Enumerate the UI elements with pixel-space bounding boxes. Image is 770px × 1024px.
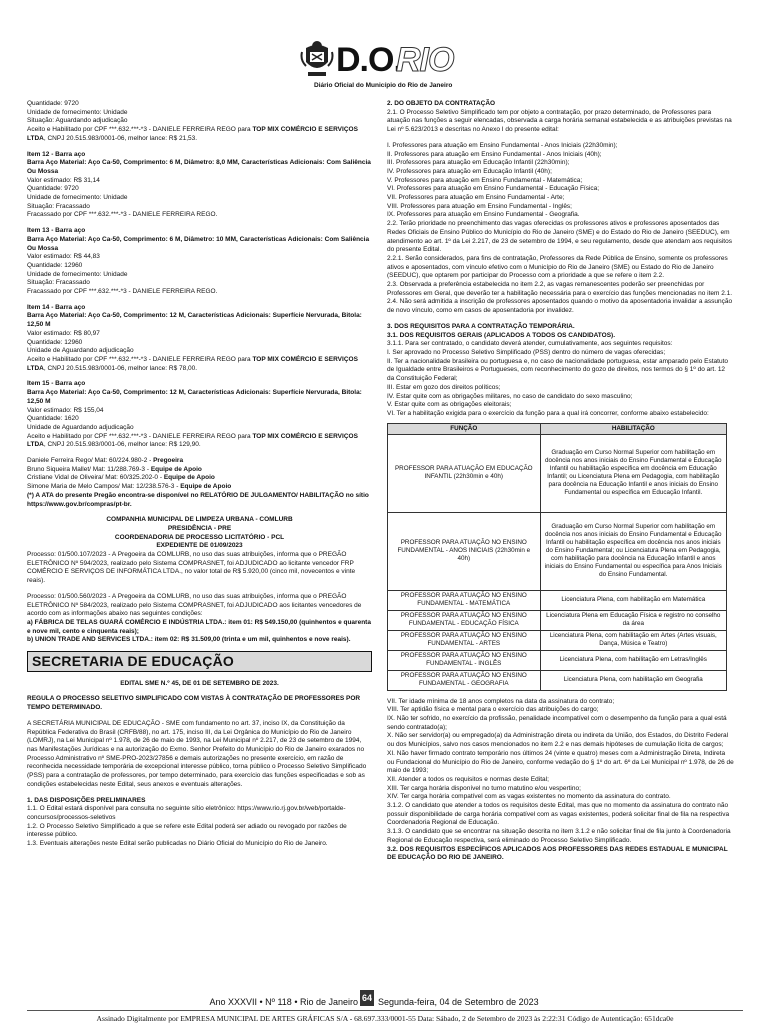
req-line: 3.1.1. Para ser contratado, o candidato deverá atender, cumulativamente, aos seguintes requisitos: xyxy=(387,340,673,348)
cell-habilitacao: Licenciatura Plena em Educação Física e registro no conselho da área xyxy=(540,610,726,630)
ata-note: (*) A ATA do presente Pregão encontra-se disponível no RELATÓRIO DE JULGAMENTO/ HABILITAÇÃO no sítio https://www.gov.br/compras/pt-br. xyxy=(27,491,369,508)
text-line: Valor estimado: R$ 31,14 xyxy=(27,176,100,184)
cell-funcao: PROFESSOR PARA ATUAÇÃO NO ENSINO FUNDAMENTAL - GEOGRAFIA xyxy=(388,670,541,690)
cell-funcao: PROFESSOR PARA ATUAÇÃO NO ENSINO FUNDAMENTAL - EDUCAÇÃO FÍSICA xyxy=(388,610,541,630)
table-row xyxy=(388,610,727,630)
cell-funcao: PROFESSOR PARA ATUAÇÃO NO ENSINO FUNDAMENTAL - ARTES xyxy=(388,630,541,650)
edital-summary: REGULA O PROCESSO SELETIVO SIMPLIFICADO COM VISTAS À CONTRATAÇÃO DE PROFESSORES POR TEMPO DETERMINADO. xyxy=(27,695,361,712)
process-item: b) UNION TRADE AND SERVICES LTDA.: item 02: R$ 31.509,00 (trinta e um mil, quinhentos e nove reais). xyxy=(27,636,351,644)
coat-of-arms-icon xyxy=(300,38,334,78)
text-line: Unidade de Aguardando adjudicação xyxy=(27,347,134,355)
table-row xyxy=(388,434,727,512)
edital-body: A SECRETÁRIA MUNICIPAL DE EDUCAÇÃO - SME com fundamento no art. 37, inciso IX, da Constituição da República Federativa do Brasil (CRFB/88), no art. 175, inciso III, da Lei Orgânica do Município do Rio de Janeiro (LOMRJ), na Lei Municipal nº 1.978, de 26 de maio de 1993, na Lei Municipal nº 2.217, de 23 de setembro de 1994, nas Manifestações Jurídicas e na autorização do Exmo. Senhor Prefeito do Município do Rio de Janeiro exarados no Processo Administrativo nº SME-PRO-2023/27856 e demais autorizações no presente exercício, em razão de reconhecida necessidade temporária de excepcional interesse público, torna público o Processo Seletivo Simplificado (PSS) para a contratação de professores, por tempo determinado, para exercício das funções especificadas e sob as condições estabelecidas neste Edital, seus anexos e eventuais alterações. xyxy=(27,719,367,788)
req-line: VI. Ter a habilitação exigida para o exercício da função para a qual irá concorrer, conforme abaixo estabelecido: xyxy=(387,409,709,417)
process-paragraph: Processo: 01/500.107/2023 - A Pregoeira da COMLURB, no uso das suas atribuições, informa que o PREGÃO ELETRÔNICO Nº 594/2023, realizado pelo Sistema COMPRASNET, foi ADJUDICADO ao licitante vencedor FRP COMÉRCIO E SERVIÇOS DE INFORMÁTICA LTDA., no valor total de R$ 5.920,00 (cinco mil, novecentos e vinte reais). xyxy=(27,551,356,585)
masthead xyxy=(300,38,470,90)
req-line: X. Não ser servidor(a) ou empregado(a) da Administração direta ou indireta da União, dos Estados, do Distrito Federal ou dos Municípios, salvo nos casos mencionados no item 2.2 e nas demais hipóteses de cumulação lícita de cargos; xyxy=(387,732,729,749)
req-subtitle: 3.1. DOS REQUISITOS GERAIS (APLICADOS A TODOS OS CANDIDATOS). xyxy=(387,331,616,339)
disp-title: 1. DAS DISPOSIÇÕES PRELIMINARES xyxy=(27,796,146,804)
req-line: IV. Estar quite com as obrigações militares, no caso de candidato do sexo masculino; xyxy=(387,392,633,400)
page-number: 64 xyxy=(360,990,374,1006)
item-heading: Item 13 - Barra aço xyxy=(27,227,86,235)
logo-do: D.O. xyxy=(336,41,402,79)
req-line: VII. Ter idade mínima de 18 anos completos na data da assinatura do contrato; xyxy=(387,697,615,705)
req-title: 3. DOS REQUISITOS PARA A CONTRATAÇÃO TEMPORÁRIA. xyxy=(387,322,575,330)
right-column xyxy=(387,100,734,863)
text-line: Valor estimado: R$ 155,04 xyxy=(27,406,104,414)
req-line: IX. Não ter sofrido, no exercício da profissão, penalidade incompatível com o desempenho da função para a qual está sendo contratado(a); xyxy=(387,715,727,731)
text-line: 1.1. O Edital estará disponível para consulta no seguinte sítio eletrônico: https://www.rio.rj.gov.br/web/portalde-concursos/processos-seletivos xyxy=(27,805,346,821)
text-line: Fracassado por CPF ***.632.***-*3 - DANIELE FERREIRA REGO. xyxy=(27,211,218,219)
item-description: Barra Aço Material: Aço Ca-50, Comprimento: 12 M, Características Adicionais: Superfície Nervurada, Bitola: 12,50 M xyxy=(27,312,362,329)
footer-divider xyxy=(27,1010,743,1011)
role-item: VI. Professores para atuação em Ensino Fundamental - Educação Física; xyxy=(387,185,600,193)
obj-paragraph: 2.2.1. Serão considerados, para fins de contratação, Professores da Rede Pública de Ensino, somente os professores ativos e aposentados, com vínculo efetivo com o Município do Rio de Janeiro (SME) ou Estado do Rio de Janeiro (SEEDUC), que optarem por participar do Processo com a prioridade a que se refere o item 2.2. xyxy=(387,254,728,280)
role-item: IV. Professores para atuação em Educação Infantil (40h); xyxy=(387,167,552,175)
section-title: SECRETARIA DE EDUCAÇÃO xyxy=(27,651,372,672)
role-item: II. Professores para atuação em Ensino Fundamental - Anos Iniciais (40h); xyxy=(387,150,602,158)
item-description: Barra Aço Material: Aço Ca-50, Comprimento: 6 M, Diâmetro: 8,0 MM, Características Adicionais: Com Saliência Ou Mossa xyxy=(27,159,371,175)
obj-paragraph: 2.2. Terão prioridade no preenchimento das vagas oferecidas os professores ativos e professores aposentados das Redes Oficiais de Ensino Público do Município do Rio de Janeiro (SME) e do Estado do Rio de Janeiro (SEEDUC), em atendimento ao art. 1º da Lei 2.217, de 23 de setembro de 1994, e seu regulamento, desde que atendam aos requisitos do presente Edital. xyxy=(387,220,732,254)
req-line: XI. Não haver firmado contrato temporário nos últimos 24 (vinte e quatro) meses com a Administração Direta, Indireta ou Fundacional do Município do Rio de Janeiro, conforme vedação do § 1º do art. 6º da Lei Municipal nº 1.978, de 26 de maio de 1993; xyxy=(387,749,734,775)
column-header-funcao: FUNÇÃO xyxy=(388,423,541,434)
text-line: Quantidade: 12960 xyxy=(27,261,83,269)
obj-paragraph: 2.4. Não será admitida a inscrição de professores aposentados quando o motivo da aposentadoria invalidar a assunção de novo vínculo, como em casos de aposentadoria por invalidez. xyxy=(387,298,733,315)
cell-funcao: PROFESSOR PARA ATUAÇÃO EM EDUCAÇÃO INFANTIL (22h30min e 40h) xyxy=(388,434,541,512)
cell-funcao: PROFESSOR PARA ATUAÇÃO NO ENSINO FUNDAMENTAL - ANOS INICIAIS (22h30min e 40h) xyxy=(388,512,541,590)
cell-habilitacao: Graduação em Curso Normal Superior com habilitação em docência nos anos iniciais do Ensino Fundamental e Educação Infantil ou habilitação específica em docência em Educação Infantil; ou Licenciatura Plena em Pedagogia, com habilitação para docência na Educação Infantil e anos iniciais do Ensino Fundamental ou específica em Educação Infantil. xyxy=(540,434,726,512)
team-member: Daniele Ferreira Rego/ Mat: 60/224.980-2 - Pregoeira xyxy=(27,457,184,465)
text-line: Situação: Fracassado xyxy=(27,279,90,287)
text-line: Quantidade: 12960 xyxy=(27,338,83,346)
obj-paragraph: 2.3. Observada a preferência estabelecida no item 2.2, as vagas remanescentes poderão ser preenchidas por Professores em Geral, que deverão ter a habilitação necessária para o exercício das funções mencionadas no item 2.1. xyxy=(387,281,733,297)
edital-title: EDITAL SME N.º 45, DE 01 DE SETEMBRO DE 2023. xyxy=(120,679,279,687)
masthead-subtitle: Diário Oficial do Município do Rio de Janeiro xyxy=(314,82,453,89)
acceptance-line: Aceito e Habilitado por CPF ***.632.***-*3 - DANIELE FERREIRA REGO para TOP MIX COMÉRCIO E SERVIÇOS LTDA, CNPJ 20.515.983/0001-06, melhor lance: R$ 78,00. xyxy=(27,355,358,372)
comlurb-heading: COORDENADORIA DE PROCESSO LICITATÓRIO - PCL xyxy=(114,533,285,541)
text-line: 1.2. O Processo Seletivo Simplificado a que se refere este Edital poderá ser adiado ou revogado por razões de interesse público. xyxy=(27,822,347,839)
obj-title: 2. DO OBJETO DA CONTRATAÇÃO xyxy=(387,100,496,107)
logo-rio: RIO xyxy=(396,41,454,79)
cell-habilitacao: Licenciatura Plena, com habilitação em Letras/Inglês xyxy=(540,650,726,670)
item-heading: Item 15 - Barra aço xyxy=(27,380,86,388)
left-column xyxy=(27,100,372,849)
item-heading: Item 14 - Barra aço xyxy=(27,303,86,311)
team-member: Simone Maria de Melo Campos/ Mat: 12/238.576-3 - Equipe de Apoio xyxy=(27,483,232,491)
cell-habilitacao: Licenciatura Plena, com habilitação em Matemática xyxy=(540,590,726,610)
comlurb-heading: COMPANHIA MUNICIPAL DE LIMPEZA URBANA - COMLURB xyxy=(106,516,293,524)
comlurb-heading: EXPEDIENTE DE 01/09/2023 xyxy=(156,542,243,550)
text-line: Situação: Fracassado xyxy=(27,202,90,210)
digital-signature-line: Assinado Digitalmente por EMPRESA MUNICIPAL DE ARTES GRÁFICAS S/A - 68.697.333/0001-55 Data: Sábado, 2 de Setembro de 2023 às 2:22:31 Código de Autenticação: 651dca0e xyxy=(96,1014,674,1023)
table-row xyxy=(388,630,727,650)
footer-issue: Ano XXXVII • Nº 118 • Rio de Janeiro xyxy=(209,997,358,1007)
cell-habilitacao: Licenciatura Plena, com habilitação em Geografia xyxy=(540,670,726,690)
comlurb-heading: PRESIDÊNCIA - PRE xyxy=(167,524,232,532)
final-heading: 3.2. DOS REQUISITOS ESPECÍFICOS APLICADOS AOS PROFESSORES DAS REDES ESTADUAL E MUNICIPAL DE EDUCAÇÃO DO RIO DE JANEIRO. xyxy=(387,845,728,862)
cell-habilitacao: Graduação em Curso Normal Superior com habilitação em docência nos anos iniciais do Ensino Fundamental e Educação Infantil ou habilitação específica em docência nos anos iniciais do Ensino Fundamental; ou Licenciatura Plena em Pedagogia, com habilitação para docência na Educação Infantil e anos iniciais do Ensino Fundamental ou específica para Anos Iniciais do Ensino Fundamental. xyxy=(540,512,726,590)
role-item: III. Professores para atuação em Educação Infantil (22h30min); xyxy=(387,159,570,167)
text-line: Fracassado por CPF ***.632.***-*3 - DANIELE FERREIRA REGO. xyxy=(27,288,218,296)
text-line: Situação: Aguardando adjudicação xyxy=(27,117,128,125)
table-row xyxy=(388,512,727,590)
item-description: Barra Aço Material: Aço Ca-50, Comprimento: 12 M, Características Adicionais: Superfície Nervurada, Bitola: 12,50 M xyxy=(27,389,362,405)
habilitation-table xyxy=(387,423,727,691)
req-line: V. Estar quite com as obrigações eleitorais; xyxy=(387,401,512,409)
text-line: Unidade de fornecimento: Unidade xyxy=(27,108,128,116)
table-header-row xyxy=(388,423,727,434)
text-line: Unidade de Aguardando adjudicação xyxy=(27,423,134,431)
obj-intro: 2.1. O Processo Seletivo Simplificado tem por objeto a contratação, por prazo determinado, de Professores para atuação nas funções a seguir elencadas, observada a carga horária semanal estabelecida e as atribuições previstas na Lei nº 5.623/2013 e descritas no Anexo I do presente edital: xyxy=(387,108,732,134)
role-item: I. Professores para atuação em Ensino Fundamental - Anos Iniciais (22h30min); xyxy=(387,141,618,149)
cell-funcao: PROFESSOR PARA ATUAÇÃO NO ENSINO FUNDAMENTAL - MATEMÁTICA xyxy=(388,590,541,610)
req-line: II. Ter a nacionalidade brasileira ou portuguesa e, no caso de nacionalidade portuguesa, estar amparado pelo Estatuto de Igualdade entre Brasileiros e Portugueses, com reconhecimento do gozo de direitos, nos termos do § 1º do art. 12 da Constituição Federal; xyxy=(387,357,728,383)
table-row xyxy=(388,590,727,610)
table-row xyxy=(388,650,727,670)
req-line: III. Estar em gozo dos direitos políticos; xyxy=(387,383,501,391)
cell-habilitacao: Licenciatura Plena, com habilitação em Artes (Artes visuais, Dança, Música e Teatro) xyxy=(540,630,726,650)
process-item: a) FÁBRICA DE TELAS GUARÁ COMÉRCIO E INDÚSTRIA LTDA.: item 01: R$ 549.150,00 (quinhentos e quarenta e nove mil, cento e cinquenta reais); xyxy=(27,618,371,635)
text-line: 1.3. Eventuais alterações neste Edital serão publicadas no Diário Oficial do Município do Rio de Janeiro. xyxy=(27,840,328,848)
text-line: Valor estimado: R$ 80,97 xyxy=(27,329,100,337)
role-item: V. Professores para atuação em Ensino Fundamental - Matemática; xyxy=(387,176,583,184)
text-line: Quantidade: 9720 xyxy=(27,100,79,107)
table-row xyxy=(388,670,727,690)
req-line: XII. Atender a todos os requisitos e normas deste Edital; xyxy=(387,775,549,783)
item-heading: Item 12 - Barra aço xyxy=(27,150,86,158)
column-header-habilitacao: HABILITAÇÃO xyxy=(540,423,726,434)
req-line: 3.1.2. O candidato que atender a todos os requisitos deste Edital, mas que no momento da assinatura do contrato não possuir disponibilidade de carga horária compatível com as vagas existentes, poderá solicitar final de fila na respectiva Coordenadoria Regional de Educação. xyxy=(387,802,730,827)
req-line: XIII. Ter carga horária disponível no turno matutino e/ou vespertino; xyxy=(387,784,581,792)
role-item: IX. Professores para atuação em Ensino Fundamental - Geografia. xyxy=(387,211,580,219)
acceptance-line: Aceito e Habilitado por CPF ***.632.***-*3 - DANIELE FERREIRA REGO para TOP MIX COMÉRCIO E SERVIÇOS LTDA, CNPJ 20.515.983/0001-06, melhor lance: R$ 129,90. xyxy=(27,432,358,449)
item-description: Barra Aço Material: Aço Ca-50, Comprimento: 6 M, Diâmetro: 10 MM, Características Adicionais: Com Saliência Ou Mossa xyxy=(27,235,370,252)
req-line: I. Ser aprovado no Processo Seletivo Simplificado (PSS) dentro do número de vagas oferecidas; xyxy=(387,348,666,356)
req-line: 3.1.3. O candidato que se encontrar na situação descrita no item 3.1.2 e não solicitar final de fila junto à Coordenadoria Regional de Educação respectiva, será eliminado do Processo Seletivo Simplificado. xyxy=(387,828,731,844)
text-line: Unidade de fornecimento: Unidade xyxy=(27,270,128,278)
text-line: Unidade de fornecimento: Unidade xyxy=(27,194,128,202)
req-line: VIII. Ter aptidão física e mental para o exercício das atribuições do cargo; xyxy=(387,706,599,714)
team-member: Bruno Siqueira Mallet/ Mat: 11/288.769-3 - Equipe de Apoio xyxy=(27,465,202,473)
process-paragraph: Processo: 01/500.560/2023 - A Pregoeira da COMLURB, no uso das suas atribuições, informa que o PREGÃO ELETRÔNICO Nº 584/2023, realizado pelo Sistema COMPRASNET, foi ADJUDICADO aos licitantes vencedores de acordo com as informações abaixo nas seguintes condições: xyxy=(27,592,362,618)
role-item: VIII. Professores para atuação em Ensino Fundamental - Inglês; xyxy=(387,202,572,210)
req-line: XIV. Ter carga horária compatível com as vagas existentes no momento da assinatura do contrato. xyxy=(387,793,671,801)
cell-funcao: PROFESSOR PARA ATUAÇÃO NO ENSINO FUNDAMENTAL - INGLÊS xyxy=(388,650,541,670)
text-line: Quantidade: 1620 xyxy=(27,415,79,423)
role-item: VII. Professores para atuação em Ensino Fundamental - Arte; xyxy=(387,194,565,202)
text-line: Valor estimado: R$ 44,83 xyxy=(27,253,100,261)
footer-date: Segunda-feira, 04 de Setembro de 2023 xyxy=(378,997,539,1007)
team-member: Cristiane Vidal de Oliveira/ Mat: 60/325.202-0 - Equipe de Apoio xyxy=(27,474,215,482)
acceptance-line: Aceito e Habilitado por CPF ***.632.***-*3 - DANIELE FERREIRA REGO para TOP MIX COMÉRCIO E SERVIÇOS LTDA, CNPJ 20.515.983/0001-06, melhor lance: R$ 21,53. xyxy=(27,126,358,142)
text-line: Quantidade: 9720 xyxy=(27,185,79,193)
